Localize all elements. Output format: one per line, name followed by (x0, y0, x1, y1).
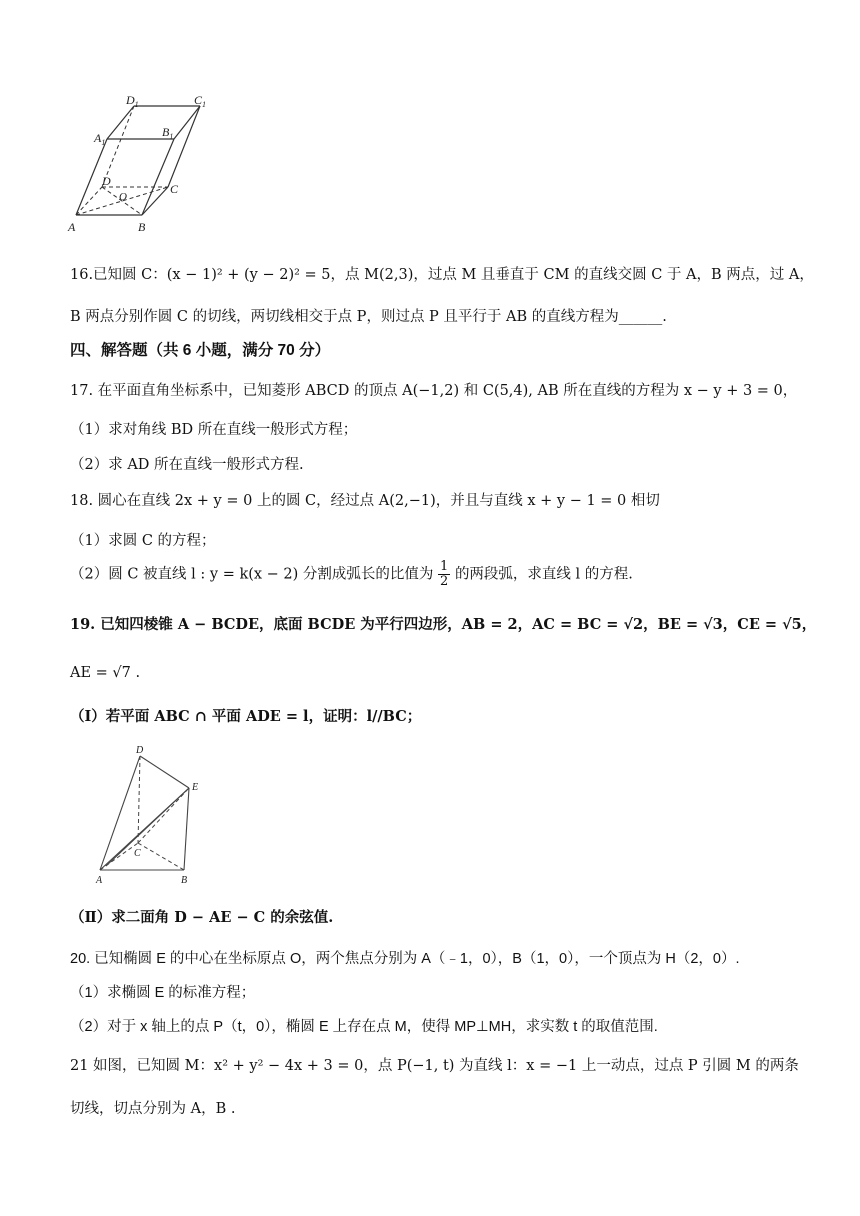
q20-part2: （2）对于 x 轴上的点 P（t，0），椭圆 E 上存在点 M，使得 MP⊥MH，求实数 t 的取值范围. (70, 1019, 658, 1035)
label-b: B (138, 220, 146, 234)
label-a1: A (94, 131, 102, 145)
q19-part2: （Ⅱ）求二面角 D − AE − C 的余弦值. (70, 909, 334, 926)
q19-part1: （Ⅰ）若平面 ABC ∩ 平面 ADE = l，证明：l//BC； (70, 708, 422, 725)
svg-text:B1: $B_1$ (162, 125, 174, 141)
q19-line2: AE = √7 . (70, 665, 141, 681)
q16-line2: B 两点分别作圆 C 的切线，两切线相交于点 P，则过点 P 且平行于 AB 的直线方程为______. (70, 309, 667, 325)
q18-line1: 18. 圆心在直线 2x + y = 0 上的圆 C，经过点 A(2,−1)，并且与直线 x + y − 1 = 0 相切 (70, 493, 660, 509)
svg-text:D1: $D_1$ (126, 93, 139, 109)
label-d1: D (126, 93, 135, 107)
q18-part1: （1）求圆 C 的方程； (70, 533, 216, 549)
q21-line1: 21 如图，已知圆 M：x² + y² − 4x + 3 = 0，点 P(−1, t) 为直线 l：x = −1 上一动点，过点 P 引圆 M 的两条 (70, 1058, 799, 1074)
q20-part1: （1）求椭圆 E 的标准方程； (70, 985, 256, 1001)
pyramid-figure (86, 740, 216, 890)
label-c1: C (194, 93, 203, 107)
label-d: D (102, 174, 111, 188)
q17-part2: （2）求 AD 所在直线一般形式方程. (70, 457, 304, 473)
svg-text:C1: $C_1$ (194, 93, 207, 109)
parallelepiped-figure (62, 92, 222, 242)
q20-line1: 20. 已知椭圆 E 的中心在坐标原点 O，两个焦点分别为 A（﹣1，0），B（1，0），一个顶点为 H（2，0）. (70, 951, 740, 967)
label-a: A (68, 220, 76, 234)
label-d: D (136, 745, 144, 756)
label-o: O (119, 191, 127, 203)
q17-line1: 17. 在平面直角坐标系中，已知菱形 ABCD 的顶点 A(−1,2) 和 C(5,4), AB 所在直线的方程为 x − y + 3 = 0， (70, 383, 798, 399)
label-c: C (134, 848, 141, 859)
section-heading: 四、解答题（共 6 小题，满分 70 分） (70, 342, 331, 359)
q21-line2: 切线，切点分别为 A，B . (70, 1101, 236, 1117)
q18-part2: （2）圆 C 被直线 l : y = k(x − 2) 分割成弧长的比值为 $\frac{1}{2}$ 的两段弧，求直线 l 的方程. (70, 559, 633, 589)
svg-text:A1: $A_1$ (94, 131, 106, 147)
label-a: A (96, 875, 103, 886)
q19-line1: 19. 已知四棱锥 A − BCDE，底面 BCDE 为平行四边形，AB = 2，AC = BC = √2，BE = √3，CE = √5， (70, 616, 817, 633)
q16-line1: 16.已知圆 C：(x − 1)² + (y − 2)² = 5，点 M(2,3)，过点 M 且垂直于 CM 的直线交圆 C 于 A，B 两点，过 A， (70, 267, 814, 283)
q17-part1: （1）求对角线 BD 所在直线一般形式方程； (70, 422, 358, 438)
fraction-one-half: $\frac{1}{2}$ (440, 559, 449, 589)
label-c: C (170, 182, 179, 196)
label-e: E (192, 782, 199, 793)
label-b: B (181, 875, 188, 886)
label-b1: B (162, 125, 170, 139)
